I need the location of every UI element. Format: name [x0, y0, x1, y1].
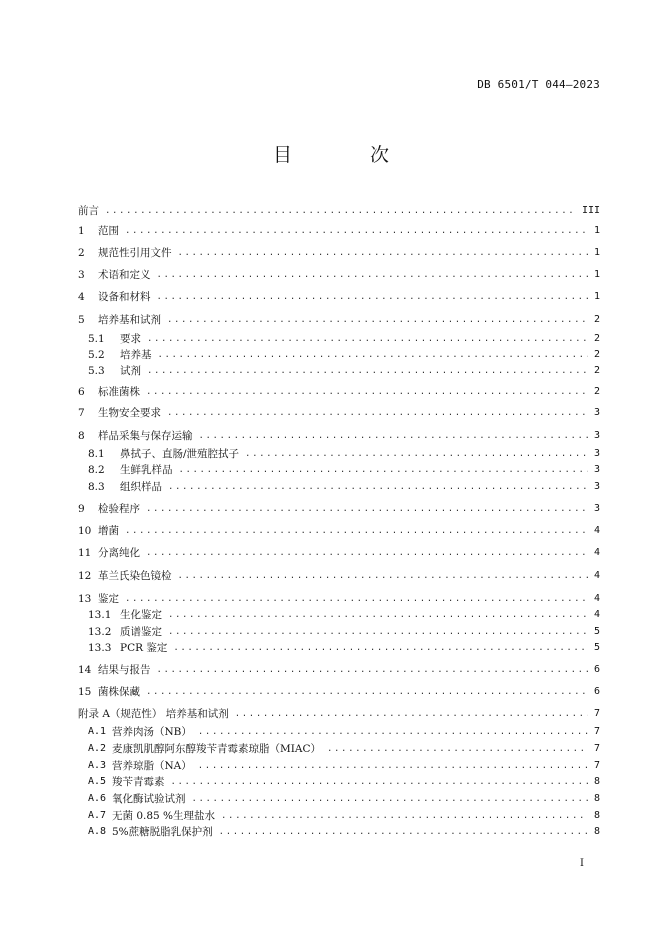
toc-leader-dots — [178, 244, 588, 262]
toc-entry-number: A.8 — [88, 826, 107, 837]
toc-entry-label: 设备和材料 — [98, 291, 151, 303]
toc-entry[interactable] — [88, 823, 600, 841]
toc-entry-label: 组织样品 — [120, 481, 162, 493]
toc-entry-number: 5.3 — [88, 365, 105, 377]
document-id: DB 6501/T 044—2023 — [477, 78, 600, 91]
toc-entry-number: 8.1 — [88, 448, 105, 460]
toc-entry-number: 5.1 — [88, 333, 105, 345]
toc-entry-page: 7 — [593, 708, 600, 719]
toc-entry-label: 术语和定义 — [98, 269, 151, 281]
toc-leader-dots — [178, 567, 588, 585]
toc-leader-dots — [167, 404, 588, 422]
toc-entry-label: 生物安全要求 — [98, 407, 161, 419]
toc-entry[interactable] — [78, 427, 600, 445]
toc-leader-dots — [167, 311, 588, 329]
toc-entry-page: 6 — [593, 686, 600, 697]
toc-entry-label: 试剂 — [120, 365, 141, 377]
toc-entry-number: A.1 — [88, 726, 107, 737]
toc-entry[interactable] — [78, 266, 600, 284]
toc-entry[interactable] — [78, 311, 600, 329]
toc-entry[interactable] — [78, 222, 600, 240]
toc-entry-page: 4 — [593, 547, 600, 558]
toc-leader-dots — [105, 202, 576, 220]
toc-entry-page: 5 — [593, 642, 600, 653]
toc-leader-dots — [146, 683, 588, 701]
toc-entry-label: 鼻拭子、直肠/泄殖腔拭子 — [120, 448, 240, 460]
toc-leader-dots — [199, 427, 588, 445]
toc-entry-number: 6 — [78, 386, 85, 398]
toc-entry-label: 培养基和试剂 — [98, 314, 161, 326]
toc-leader-dots — [168, 478, 588, 496]
toc-entry[interactable] — [78, 500, 600, 518]
toc-entry-label: 生化鉴定 — [120, 609, 162, 621]
toc-leader-dots — [146, 544, 588, 562]
toc-entry-number: 1 — [78, 225, 85, 237]
toc-leader-dots — [192, 790, 588, 808]
toc-entry-page: 8 — [593, 776, 600, 787]
toc-entry-page: 2 — [593, 365, 600, 376]
toc-leader-dots — [219, 823, 588, 841]
toc-entry[interactable] — [78, 567, 600, 585]
toc-entry-page: 5 — [593, 626, 600, 637]
page-number: I — [580, 858, 584, 869]
toc-leader-dots — [168, 606, 588, 624]
toc-entry-number: 5 — [78, 314, 85, 326]
toc-entry-page: 2 — [593, 349, 600, 360]
toc-entry[interactable] — [88, 606, 600, 624]
toc-leader-dots — [146, 500, 588, 518]
toc-entry-page: 3 — [593, 481, 600, 492]
toc-entry-label: 要求 — [120, 333, 141, 345]
toc-entry-number: 4 — [78, 291, 85, 303]
toc-entry-label: 氧化酶试验试剂 — [112, 793, 186, 805]
toc-entry[interactable] — [78, 383, 600, 401]
toc-entry[interactable] — [78, 202, 600, 220]
toc-entry-number: 7 — [78, 407, 85, 419]
toc-entry-page: III — [581, 205, 600, 216]
toc-entry-label: 革兰氏染色镜检 — [98, 570, 172, 582]
toc-entry[interactable] — [88, 478, 600, 496]
toc-leader-dots — [146, 383, 588, 401]
toc-leader-dots — [147, 362, 588, 380]
toc-entry-page: 7 — [593, 760, 600, 771]
toc-entry[interactable] — [88, 790, 600, 808]
toc-entry-number: 9 — [78, 503, 85, 515]
toc-entry-label: 增菌 — [98, 525, 119, 537]
toc-entry-label: 结果与报告 — [98, 664, 151, 676]
toc-entry[interactable] — [78, 288, 600, 306]
toc-entry-number: A.5 — [88, 776, 107, 787]
toc-entry-number: 13.2 — [88, 626, 112, 638]
toc-entry-number: A.2 — [88, 743, 107, 754]
toc-entry-page: 3 — [593, 407, 600, 418]
toc-entry-number: 8.3 — [88, 481, 105, 493]
toc-entry-page: 3 — [593, 430, 600, 441]
toc-entry-page: 4 — [593, 593, 600, 604]
toc-entry-number: 14 — [78, 664, 92, 676]
toc-entry-page: 3 — [593, 464, 600, 475]
toc-entry-page: 8 — [593, 810, 600, 821]
toc-entry-number: 13.1 — [88, 609, 112, 621]
toc-leader-dots — [235, 705, 588, 723]
toc-leader-dots — [125, 522, 588, 540]
toc-entry-number: 5.2 — [88, 349, 105, 361]
toc-entry-number: A.7 — [88, 810, 107, 821]
toc-entry-label: 范围 — [98, 225, 119, 237]
toc-entry-label: 5%蔗糖脱脂乳保护剂 — [112, 826, 213, 838]
toc-entry[interactable] — [78, 705, 600, 723]
toc-entry-number: 15 — [78, 686, 92, 698]
toc-entry-number: 12 — [78, 570, 92, 582]
toc-entry-label: 规范性引用文件 — [98, 247, 172, 259]
toc-entry-page: 1 — [593, 247, 600, 258]
toc-leader-dots — [157, 288, 588, 306]
toc-entry-number: 8.2 — [88, 464, 105, 476]
toc-entry[interactable] — [88, 740, 600, 758]
toc-leader-dots — [173, 639, 588, 657]
toc-leader-dots — [157, 266, 588, 284]
toc-entry-page: 1 — [593, 269, 600, 280]
toc-entry-label: 无菌 0.85 %生理盐水 — [112, 810, 216, 822]
toc-entry-label: 分离纯化 — [98, 547, 140, 559]
toc-entry-number: 13 — [78, 593, 92, 605]
toc-entry-page: 4 — [593, 525, 600, 536]
toc-entry-number: A.3 — [88, 760, 107, 771]
toc-entry[interactable] — [88, 639, 600, 657]
toc-entry[interactable] — [78, 522, 600, 540]
toc-leader-dots — [171, 773, 588, 791]
toc-entry-label: 标准菌株 — [98, 386, 140, 398]
toc-entry-page: 8 — [593, 793, 600, 804]
toc-entry-label: PCR 鉴定 — [120, 642, 168, 654]
toc-entry-label: 前言 — [78, 205, 99, 217]
toc-entry[interactable] — [88, 773, 600, 791]
toc-entry-page: 3 — [593, 448, 600, 459]
toc-entry-number: 2 — [78, 247, 85, 259]
toc-entry-label: 培养基 — [120, 349, 152, 361]
toc-entry-page: 8 — [593, 826, 600, 837]
toc-entry-page: 1 — [593, 291, 600, 302]
toc-entry-page: 4 — [593, 570, 600, 581]
toc-entry-page: 2 — [593, 386, 600, 397]
toc-entry[interactable] — [78, 404, 600, 422]
toc-entry[interactable] — [78, 544, 600, 562]
page-title: 目 次 — [272, 144, 426, 166]
toc-leader-dots — [179, 461, 588, 479]
toc-entry-label: 生鲜乳样品 — [120, 464, 173, 476]
toc-entry-label: 检验程序 — [98, 503, 140, 515]
toc-entry-page: 6 — [593, 664, 600, 675]
toc-entry-label: 质谱鉴定 — [120, 626, 162, 638]
toc-entry[interactable] — [88, 723, 600, 741]
toc-entry-label: 麦康凯肌醇阿东醇羧苄青霉素琼脂（MIAC） — [112, 743, 322, 755]
toc-entry-label: 附录 A（规范性） 培养基和试剂 — [78, 708, 229, 720]
toc-entry-page: 2 — [593, 314, 600, 325]
toc-entry[interactable] — [78, 244, 600, 262]
toc-entry-page: 4 — [593, 609, 600, 620]
toc-entry-label: 样品采集与保存运输 — [98, 430, 193, 442]
toc-entry[interactable] — [78, 683, 600, 701]
toc-leader-dots — [198, 723, 588, 741]
toc-entry-label: 营养肉汤（NB） — [112, 726, 192, 738]
toc-entry-page: 3 — [593, 503, 600, 514]
toc-entry-page: 2 — [593, 333, 600, 344]
toc-entry-number: 8 — [78, 430, 85, 442]
toc-entry[interactable] — [88, 461, 600, 479]
toc-entry-label: 羧苄青霉素 — [112, 776, 165, 788]
toc-entry-number: 13.3 — [88, 642, 112, 654]
toc-entry-page: 7 — [593, 726, 600, 737]
toc-entry-page: 1 — [593, 225, 600, 236]
toc-entry-label: 鉴定 — [98, 593, 119, 605]
toc-leader-dots — [157, 661, 588, 679]
toc-leader-dots — [327, 740, 588, 758]
toc-entry-label: 菌株保藏 — [98, 686, 140, 698]
toc-entry-number: 3 — [78, 269, 85, 281]
toc-entry-number: A.6 — [88, 793, 107, 804]
toc-entry-page: 7 — [593, 743, 600, 754]
toc-leader-dots — [125, 222, 588, 240]
toc-entry-number: 10 — [78, 525, 92, 537]
toc-entry-number: 11 — [78, 547, 92, 559]
toc-entry[interactable] — [88, 362, 600, 380]
toc-entry[interactable] — [78, 661, 600, 679]
toc-entry-label: 营养琼脂（NA） — [112, 760, 192, 772]
